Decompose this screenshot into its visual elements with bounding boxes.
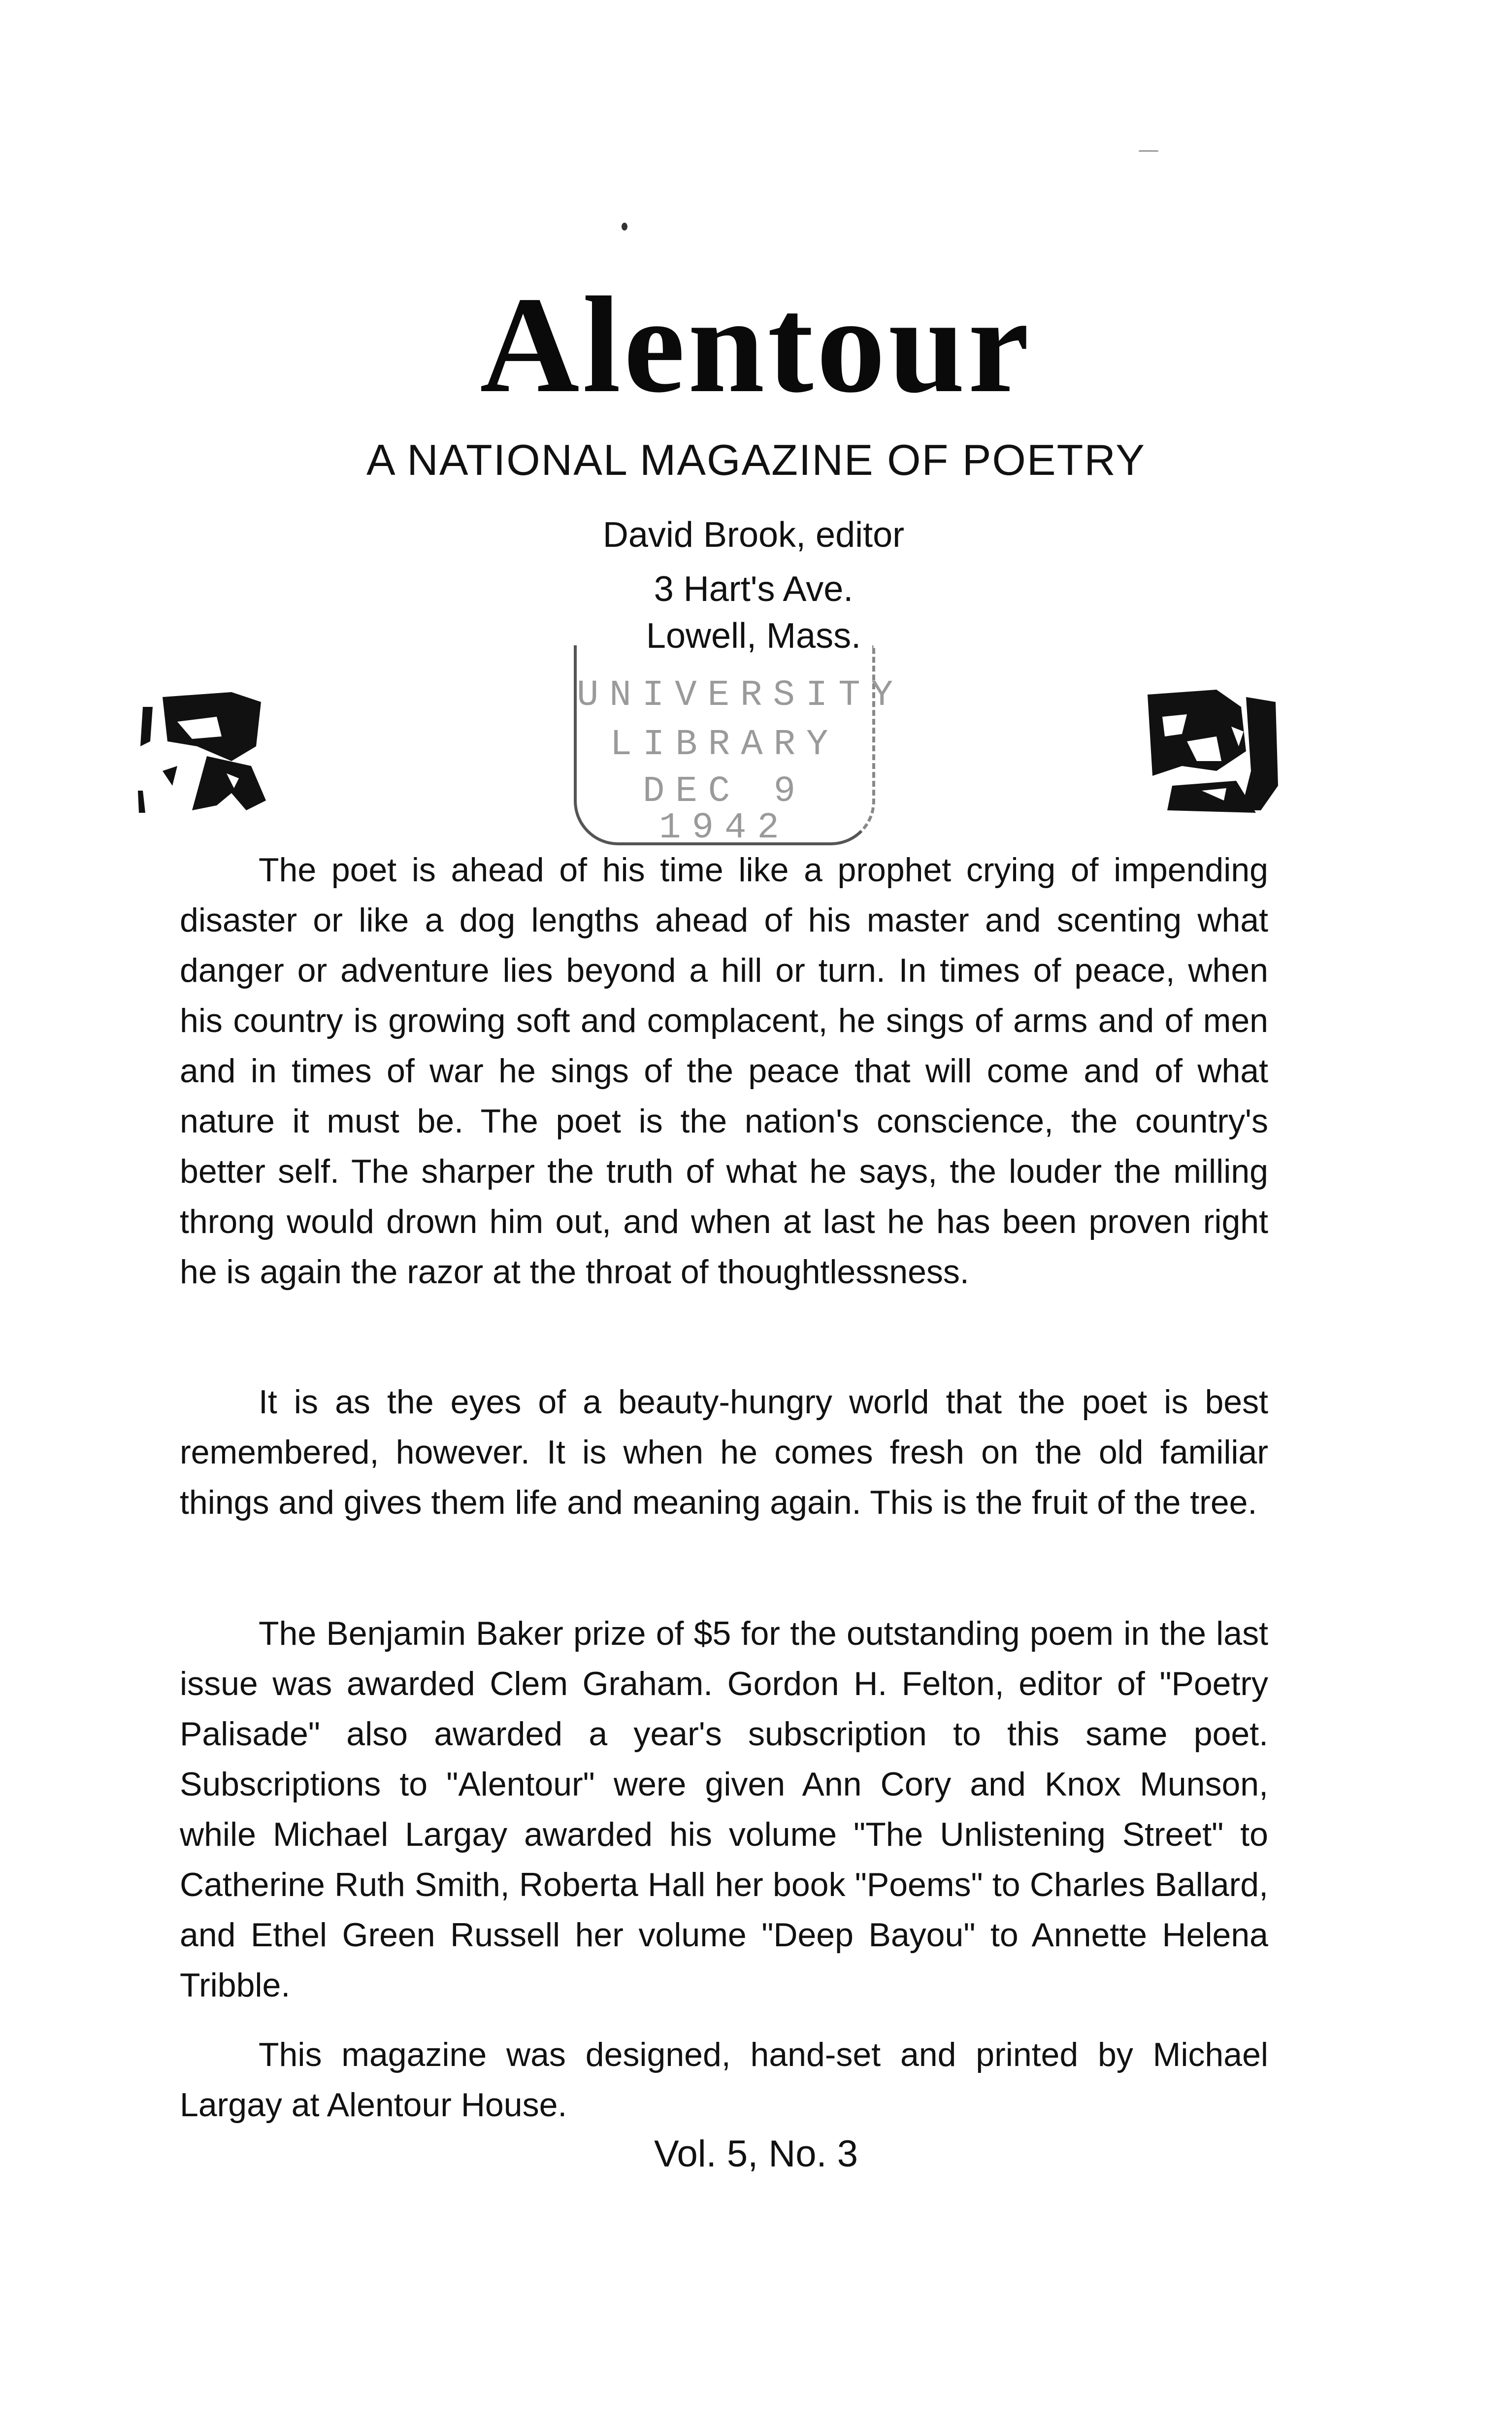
editorial-paragraph-1: The poet is ahead of his time like a prophet crying of impending disaster or like a dog lengths ahead of his master and scenting what danger or adventure lies beyond a hill or turn. In times of peace, when his country is growing soft and complacent, he sings of arms and of men and in times of war he sings of the peace that will come and of what nature it must be. The poet is the nation's conscience, the country's better self. The sharper the truth of what he says, the louder the milling throng would drown him out, and when at last he has been proven right he is again the razor at the throat of thoughtlessness. (180, 851, 1268, 1291)
woodcut-ornament-icon (133, 687, 271, 818)
stamp-line-2: LIBRARY (610, 724, 839, 766)
magazine-subtitle: A NATIONAL MAGAZINE OF POETRY (366, 435, 1146, 484)
address-street: 3 Hart's Ave. (654, 569, 854, 609)
volume-number: Vol. 5, No. 3 (654, 2133, 858, 2175)
editorial-paragraph-2: It is as the eyes of a beauty-hungry world that the poet is best remembered, however. It is when he comes fresh on the old familiar things and gives them life and meaning again. This is the fruit of the tree. (180, 1383, 1268, 1521)
address-city: Lowell, Mass. (646, 616, 861, 656)
magazine-title: Alentour (480, 268, 1032, 421)
print-speck (1139, 150, 1158, 152)
colophon-paragraph: This magazine was designed, hand-set and printed by Michael Largay at Alentour House. (180, 2036, 1268, 2124)
print-speck (622, 223, 627, 231)
woodcut-ornament-icon (1143, 687, 1281, 818)
editor-credit: David Brook, editor (602, 515, 905, 555)
prize-announcement-paragraph: The Benjamin Baker prize of $5 for the outstanding poem in the last issue was awarded Clem Graham. Gordon H. Felton, editor of "Poetry Palisade" also awarded a year's subscription to this same poet. Subscriptions to "Alentour" were given Ann Cory and Knox Munson, while Michael Largay awarded his volume "The Unlistening Street" to Catherine Ruth Smith, Roberta Hall her book "Poems" to Charles Ballard, and Ethel Green Russell her volume "Deep Bayou" to Annette Helena Tribble. (180, 1615, 1268, 2004)
stamp-date: DEC 9 1942 (642, 771, 807, 849)
library-stamp (574, 645, 904, 849)
stamp-line-1: UNIVERSITY (577, 675, 904, 716)
